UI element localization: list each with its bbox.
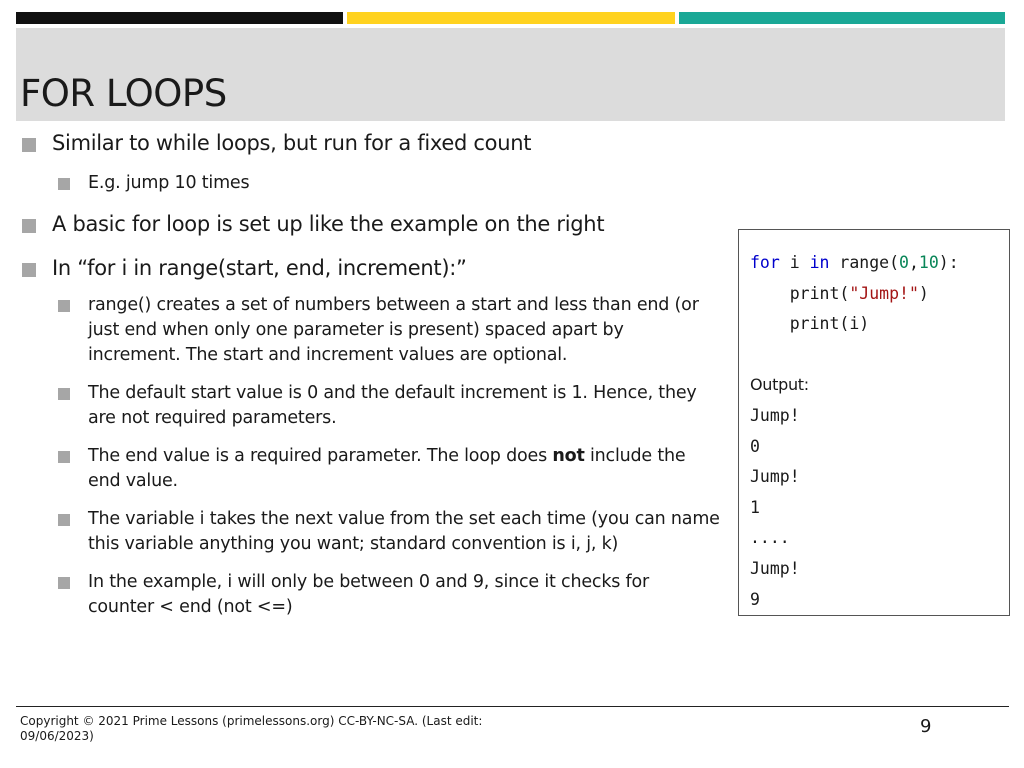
code-text: print( <box>750 283 850 303</box>
bullet-level1 <box>20 130 720 156</box>
square-bullet-icon <box>58 514 70 526</box>
output-line: Jump! <box>750 558 800 578</box>
bullet-list <box>20 130 720 620</box>
bullet-text-part: The end value is a required parameter. The loop does <box>88 446 553 466</box>
code-keyword: in <box>809 253 830 272</box>
header-bar-black <box>16 12 343 24</box>
bullet-text: range() creates a set of numbers between a start and less than end (or just end when only one parameter is present) spaced apart by increment. The start and increment values are optional. <box>88 295 699 365</box>
page-number: 9 <box>920 716 932 737</box>
bullet-text: The default start value is 0 and the default increment is 1. Hence, they are not required parameters. <box>88 383 697 428</box>
bullet-text-part: include the end value. <box>88 446 686 491</box>
bullet-level2 <box>56 570 720 620</box>
footer-copyright: Copyright © 2021 Prime Lessons (primelessons.org) CC-BY-NC-SA. (Last edit: 09/06/2023) <box>20 714 483 743</box>
output-label: Output: <box>750 375 809 395</box>
output-line: Jump! <box>750 405 800 425</box>
square-bullet-icon <box>58 577 70 589</box>
output-line: .... <box>750 528 790 548</box>
square-bullet-icon <box>58 388 70 400</box>
bullet-text: E.g. jump 10 times <box>88 173 250 193</box>
square-bullet-icon <box>58 451 70 463</box>
output-line: Jump! <box>750 467 800 487</box>
code-text: ): <box>938 253 959 272</box>
code-number: 10 <box>918 253 939 272</box>
code-blank-line <box>750 340 1009 371</box>
code-text: i <box>779 253 810 272</box>
code-number: 0 <box>899 253 909 272</box>
header-bar-teal <box>679 12 1005 24</box>
bullet-text: In the example, i will only be between 0 and 9, since it checks for counter < end (not <=) <box>88 572 650 617</box>
code-line-print-string <box>750 279 1009 310</box>
bullet-level2 <box>56 507 720 557</box>
output-line: 0 <box>750 436 760 456</box>
bullet-level1 <box>20 255 720 281</box>
bullet-level2 <box>56 171 720 196</box>
footer-divider <box>16 706 1009 707</box>
code-keyword: for <box>750 253 780 272</box>
code-string: "Jump!" <box>849 283 919 303</box>
square-bullet-icon <box>22 263 36 277</box>
code-text: range( <box>829 253 900 272</box>
bullet-text: A basic for loop is set up like the example on the right <box>52 212 605 236</box>
square-bullet-icon <box>22 138 36 152</box>
square-bullet-icon <box>58 300 70 312</box>
code-text: , <box>908 253 919 272</box>
bullet-level2 <box>56 381 720 431</box>
code-line-print-var: print(i) <box>750 314 870 334</box>
square-bullet-icon <box>22 219 36 233</box>
bullet-level2 <box>56 444 720 494</box>
code-text: ) <box>918 283 929 303</box>
slide-title: FOR LOOPS <box>20 72 227 115</box>
output-line: 9 <box>750 589 760 609</box>
bullet-text: In “for i in range(start, end, increment):” <box>52 256 467 280</box>
bullet-text: The variable i takes the next value from the set each time (you can name this variable anything you want; standard convention is i, j, k) <box>88 509 720 554</box>
bullet-level2 <box>56 293 720 368</box>
output-line: 1 <box>750 497 760 517</box>
bullet-text: Similar to while loops, but run for a fixed count <box>52 131 532 155</box>
code-example-box <box>738 229 1010 616</box>
bullet-text-emphasis: not <box>552 446 585 466</box>
bullet-text <box>88 446 685 491</box>
bullet-level1 <box>20 211 720 237</box>
code-line-for <box>750 248 1009 279</box>
header-bar-yellow <box>347 12 675 24</box>
title-band <box>16 28 1005 121</box>
square-bullet-icon <box>58 178 70 190</box>
